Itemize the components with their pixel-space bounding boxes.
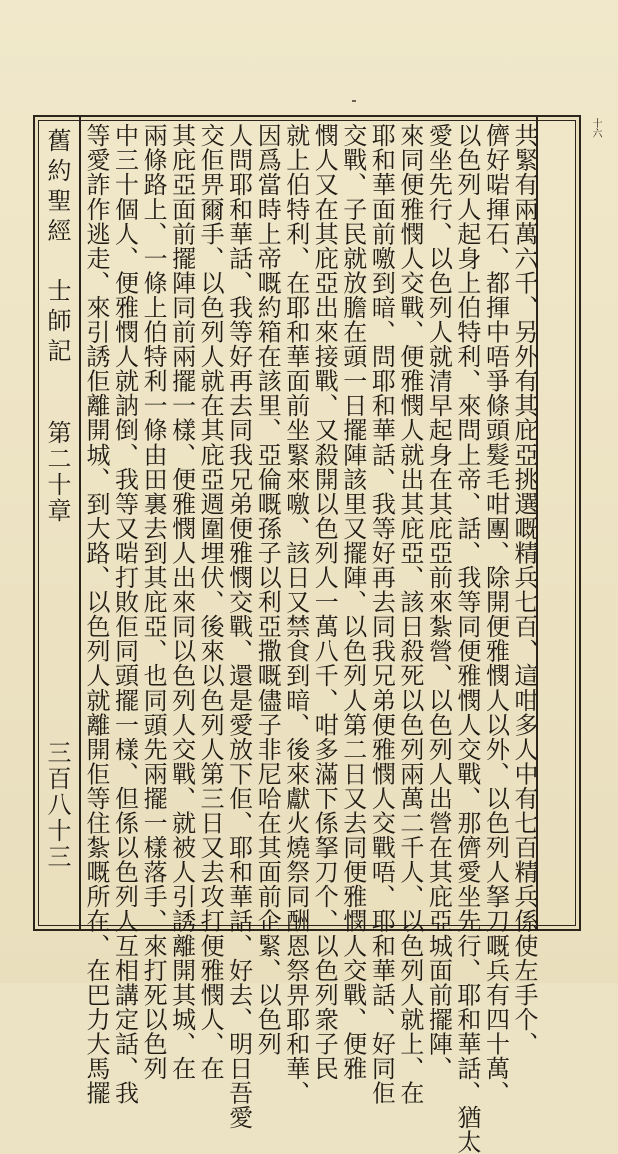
text-column: 交戰、子民就放膽在頭一日擺陣該里又擺陣、以色列人第二日又去同便雅憫人交戰、便雅 [338,123,367,1081]
text-column: 共緊有兩萬六千、另外有其庇亞挑選嘅精兵七百、這咁多人中有七百精兵係使左手个、 [509,123,538,1056]
text-column: 人問耶和華話、我等好再去同我兄弟便雅憫交戰、還是愛放下佢、耶和華話、好去、明日吾愛 [224,123,253,1130]
text-column: 中三十個人、便雅憫人就訥倒、我等又啱打敗佢同頭擺一樣、但係以色列人互相講定話、我 [110,123,139,1105]
text-column: 交佢畀爾手、以色列人就在其庇亞週圍埋伏、後來以色列人第三日又去攻打便雅憫人、在 [196,123,225,1081]
text-column: 就上伯特利、在耶和華面前坐緊來噭、該日又禁食到暗、後來獻火燒祭同酬恩祭畀耶和華、 [281,123,310,1105]
text-column: 耶和華面前噭到暗、問耶和華話、我等好再去同我兄弟便雅憫人交戰唔、耶和華話、好同佢 [367,123,396,1105]
text-column: 因爲當時上帝嘅約箱在該里、亞倫嘅孫子以利亞撒嘅儘子非尼哈在其面前企緊、以色列 [253,123,282,1056]
text-column: 以色列人起身上伯特利、來問上帝、話、我等同便雅憫人交戰、那儕愛坐先行、耶和華話、猶太 [452,123,481,1154]
text-column: 兩條路上、一條上伯特利一條由田裏去到其庇亞、也同頭先兩擺一樣落手、來打死以色列 [139,123,168,1081]
verse-number: 十六 [590,118,601,138]
chapter-heading: 第二十章 [43,420,71,524]
text-column: 儕好啱揮石、都揮中唔爭條頭髮毛咁團、除開便雅憫人以外、以色列人拏刀嘅兵有四十萬、 [481,123,510,1105]
right-margin-column [536,115,581,931]
text-column: 等愛詐作逃走、來引誘佢離開城、到大路、以色列人就離開佢等住紮嘅所在、在巴力大馬擺 [82,123,110,1105]
text-column: 憫人又在其庇亞出來接戰、又殺開以色列人一萬八千、咁多滿下係拏刀个、以色列衆子民 [310,123,339,1081]
book-title: 舊約聖經 [43,128,71,248]
scripture-text [82,123,538,1154]
page-number: 三百八十三 [43,740,71,870]
text-column: 愛坐先行、以色列人就清早起身在其庇亞前來紮營、以色列人出營在其庇亞城面前擺陣、 [424,123,453,1081]
text-column: 其庇亞面前擺陣同前兩擺一樣、便雅憫人出來同以色列人交戰、就被人引誘離開其城、在 [167,123,196,1081]
ink-speck [352,100,356,102]
text-column: 來同便雅憫人交戰、便雅憫人就出其庇亞、該日殺死以色列兩萬二千人、以色列人就上、在 [395,123,424,1105]
book-name: 士師記 [43,278,71,368]
